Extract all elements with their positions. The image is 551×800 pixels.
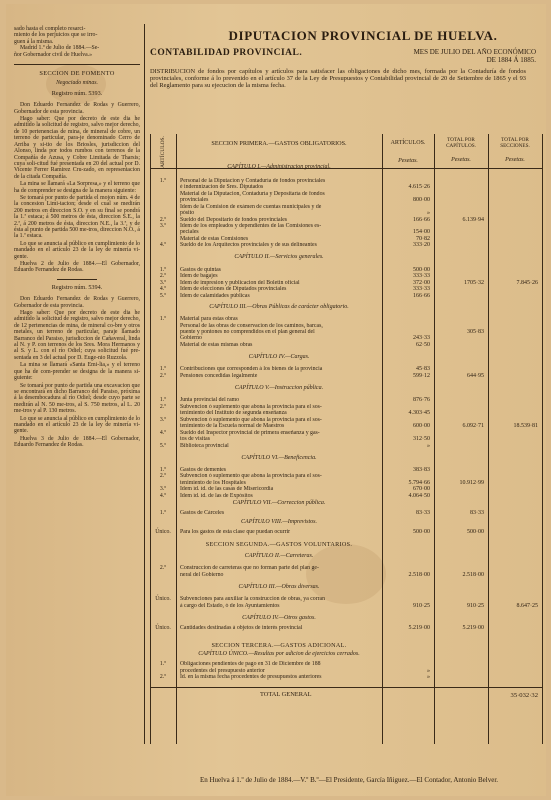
notice1-p3: La mina se llamará «La Sorpresa,» y el terreno que ha de comprender se designa de la manera siguiente: xyxy=(14,181,140,194)
amount-articulo: 166·66 xyxy=(413,293,430,299)
notice2-p5: Lo que se anuncia al público en cumplimiento de lo mandado en el artículo 23 de la ley de minería vi-gente. xyxy=(14,415,140,435)
table-row: Gobierno xyxy=(180,335,202,341)
notice2-p6: Huelva 3 de Julio de 1884.—El Gobernador, Eduardo Fernandez de Rodas. xyxy=(14,435,140,449)
intro-text: DISTRIBUCION de fondos por capítulos y artículos para satisfacer las obligaciones de dicho mes, formada por la Contaduría de fondos provinciales, conforme á lo prevenido en el artículo 37 de la Ley de Presupuestos y Contabilidad provincial de 20 de Setiembre de 1865 y el 93 del Reglamento para su ejecucion de la misma fecha. xyxy=(150,68,526,89)
table-row: Personal de las obras de conservacion de los caminos, barcas, xyxy=(180,323,323,329)
chapter-title: CAPÍTULO III.—Obras diversas. xyxy=(238,584,320,590)
article-number: 1.º xyxy=(159,661,167,667)
chapter-title: CAPÍTULO IV.—Cargas. xyxy=(248,354,310,360)
amount-articulo: 4.615·26 xyxy=(408,184,430,190)
article-number: 5.º xyxy=(159,293,167,299)
amount-articulo: » xyxy=(427,668,430,674)
table-row: Material de estas mismas obras xyxy=(180,342,253,348)
amount-seccion: 18.539·81 xyxy=(513,423,538,429)
table-row: Gastos de dementes xyxy=(180,467,227,473)
table-row: Subvencion ó suplemento que abona la provincia para el sos- xyxy=(180,473,322,479)
table-row: Idem de elecciones de Diputados provinciales xyxy=(180,286,287,292)
article-number: 2.º xyxy=(159,404,167,410)
amount-articulo: » xyxy=(427,443,430,449)
table-row: Construccion de carreteras que no forman parte del plan ge- xyxy=(180,565,319,571)
table-row: tenimiento de los Hospitales xyxy=(180,480,246,486)
section-title: SECCION SEGUNDA.—GASTOS VOLUNTARIOS. xyxy=(205,541,353,548)
amount-capitulo: 6.139·94 xyxy=(462,217,484,223)
notice1-p1: Don Eduardo Fernandez de Rodas y Guerrero, Gobernador de esta provincia. xyxy=(14,102,140,115)
amount-articulo: 62·50 xyxy=(416,342,430,348)
chapter-title: CAPÍTULO II.—Servicios generales. xyxy=(234,254,324,260)
article-number: 1.º xyxy=(159,397,167,403)
table-row: é indemnizacion de Sres. Diputados xyxy=(180,184,264,190)
top-text: sado hasta el completo resarci- miento de los perjuicios que se irro- guen á la misma. Madrid 1.º de Julio de 1884.—Se- ñor Gobernador civil de Huelva.» xyxy=(14,26,100,58)
col-articulos-vertical: ARTÍCULOS. xyxy=(160,136,166,168)
total-value: 35·032·32 xyxy=(510,692,538,699)
amount-articulo: 500·00 xyxy=(413,529,430,535)
table-row: Obligaciones pendientes de pago en 31 de Diciembre de 188 xyxy=(180,661,321,667)
registro-5393: Registro núm. 5393. xyxy=(51,89,103,97)
amount-articulo: 243·33 xyxy=(413,335,430,341)
article-number: 4.º xyxy=(159,493,167,499)
table-row: Junta provincial del ramo xyxy=(180,397,240,403)
table-row: provinciales xyxy=(180,197,209,203)
table-row: Subvencion ó suplemento que abona la provincia para el sos- xyxy=(180,417,322,423)
article-number: 2.º xyxy=(159,373,167,379)
amount-articulo: 70·82 xyxy=(416,236,430,242)
table-row: Id. en la misma fecha procedentes de presupuestos anteriores xyxy=(180,674,322,680)
table-row: Gastos de quintas xyxy=(180,267,221,273)
table-row: Sueldo del Inspector provincial de primera enseñanza y gas- xyxy=(180,430,320,436)
header xyxy=(150,28,536,89)
amount-articulo: » xyxy=(427,210,430,216)
article-number: 1.º xyxy=(159,510,167,516)
amount-articulo: 2.518·00 xyxy=(408,572,430,578)
table-row: puente y pontones no comprendidos en el plan general del xyxy=(180,329,315,335)
table-row: Idem de los empleados y dependientes de las Comisiones es- xyxy=(180,223,322,229)
table-row: Idem íd. íd. de las casas de Misericordia xyxy=(180,486,274,492)
amount-articulo: » xyxy=(427,674,430,680)
registro-5394: Registro núm. 5394. xyxy=(51,283,103,291)
amount-capitulo: 2.518·00 xyxy=(462,572,484,578)
amount-articulo: 83·33 xyxy=(416,510,430,516)
amount-capitulo: 83·33 xyxy=(470,510,484,516)
table-row: Idem íd. íd. de las de Expósitos xyxy=(180,493,253,499)
table-row: Material para estas obras xyxy=(180,316,238,322)
amount-articulo: 4.064·50 xyxy=(408,493,430,499)
divider xyxy=(14,64,140,65)
table-row: Cantidades destinadas á objetos de interés provincial xyxy=(180,625,303,631)
table-row: Contribuciones que corresponden á los bienes de la provincia xyxy=(180,366,323,372)
chapter-title: CAPÍTULO VIII.—Imprevistos. xyxy=(241,519,317,525)
table-row: pósito xyxy=(180,210,195,216)
left-column xyxy=(14,26,140,726)
page-title: DIPUTACION PROVINCIAL DE HUELVA. xyxy=(228,28,498,43)
chapter-title: CAPÍTULO VI.—Beneficencia. xyxy=(241,455,317,461)
notice1-p4: Se tomará por punto de partida el mojon núm. 4 de la concesion Limi-tacion; desde el cual se medirán 200 metros en direccion S.O. y en su final se pondrá la 1.ª estaca; á 500 metros de ésta, direccion S.E., la 2.ª, á 200 metros de ésta, direccion N.E., la 3.ª, y de ésta al punto de partida 500 me-tros, direccion N.O., á la 1.ª estaca. xyxy=(14,194,140,240)
article-number: 3.º xyxy=(159,417,167,423)
article-number: 1.º xyxy=(159,316,167,322)
article-number: 3.º xyxy=(159,486,167,492)
amount-articulo: 154·00 xyxy=(413,229,430,235)
notice1-p5: Lo que se anuncia al público en cumplimiento de lo mandado en el artículo 23 de la ley de minería vi-gente. xyxy=(14,240,140,260)
amount-capitulo: 6.092·71 xyxy=(462,423,484,429)
table-row: Idem de bagajes xyxy=(180,273,218,279)
article-number: 4.º xyxy=(159,242,167,248)
article-number: 1.º xyxy=(159,267,167,273)
amount-articulo: 599·12 xyxy=(413,373,430,379)
amount-capitulo: 10.912·99 xyxy=(459,480,484,486)
table-row: Idem de impresion y publicacion del Boletin oficial xyxy=(180,280,300,286)
amount-articulo: 333·33 xyxy=(413,273,430,279)
chapter-title: CAPÍTULO III.—Obras Públicas de carácter obligatorio. xyxy=(209,304,349,310)
newspaper-page xyxy=(6,4,546,796)
notice2-p2: Hago saber: Que por decreto de este dia he admitido la solicitud de registro, salvo mejor derecho, de 12 pertenencias de mina, de mineral co-bre y otros metales, un terreno de particular, paraje llamado Barranco del Paraiso, jurisdiccion de Cañaveral, linda al N. y P. con terrenos de los Sres. Mora Hermanos y al S. y L. con el río Odiel; cuya solicitud fué pre-sentada en 3 del actual por D. Euge-nio Ruzzola. xyxy=(14,310,140,361)
divider xyxy=(57,279,97,280)
amount-articulo: 800·00 xyxy=(413,197,430,203)
table-row: tenimiento del Instituto de segunda enseñanza xyxy=(180,410,287,416)
table-row: Personal de la Diputacion y Contaduría de fondos provinciales xyxy=(180,178,326,184)
amount-capitulo: 305·83 xyxy=(467,329,484,335)
article-number: 2.º xyxy=(159,674,167,680)
amount-articulo: 383·83 xyxy=(413,467,430,473)
total-rule xyxy=(150,687,542,688)
amount-articulo: 166·66 xyxy=(413,217,430,223)
table-row: peciales xyxy=(180,229,199,235)
table-row: Idem de la Comision de exámen de cuentas municipales y de xyxy=(180,204,322,210)
article-number: 5.º xyxy=(159,443,167,449)
amount-articulo: 333·33 xyxy=(413,286,430,292)
amount-articulo: 500·00 xyxy=(413,267,430,273)
mes-label: MES DE JULIO DEL AÑO ECONÓMICO DE 1884 Á 1885. xyxy=(413,48,536,64)
notice1-p2: Hago saber: Que por decreto de este dia he admitido la solicitud de registro, salvo mejor derecho, de 10 pertenencias de mina, de mineral de cobre, un terreno de particular, para-je denominado Cerro de Arriba y si-tio de los Briosles, jurisdiccion del Alonso, linda por todos rumbos con terrenos de la Compañía de Azusa, y Cobre Limitada de Tharsis; cuya soli-citud fué presentada en 20 del actual por D. Vicente Ferrer Ramirez Cru-zado, en representacion de la citada Compañía. xyxy=(14,116,140,180)
article-number: Único. xyxy=(155,529,171,535)
table-row: Biblioteca provincial xyxy=(180,443,229,449)
notice2-p3: La mina se llamará «Santa Emi-lia,» y el terreno que ha de com-prender se designa de la manera si-guiente: xyxy=(14,362,140,382)
chapter-title: CAPÍTULO VII.—Correccion pública. xyxy=(232,500,326,506)
table-row: Gastos de Cárceles xyxy=(180,510,225,516)
article-number: 1.º xyxy=(159,467,167,473)
article-number: 1.º xyxy=(159,366,167,372)
budget-table: ARTÍCULOS. SECCION PRIMERA.—GASTOS OBLIGATORIOS. ARTÍCULOS. Pesetas. TOTAL POR CAPÍTULOS. Pesetas. TOTAL POR SECCIONES. Pesetas. CAPÍTULO I.—Administracion provincial. CAPÍTULO II.—Servicios generales. CAPÍTULO III.—Obras Públicas de carácter obligatorio. CAPÍTULO IV.—Cargas. CAPÍTULO V.—Instruccion pública. CAPÍTULO VI.—Beneficencia. CAPÍTULO VII.—Correccion pública. CAPÍTULO VIII.—Imprevistos. CAPÍTULO II.—Carreteras. CAPÍTULO III.—Obras diversas. CAPÍTULO IV.—Otros gastos. CAPÍTULO ÚNICO.—Resultas por adicion de ejercicios cerrados. SECCION SEGUNDA.—GASTOS VOLUNTARIOS. SECCION TERCERA.—GASTOS ADICIONAL. 1.º Personal de la Diputacion y Contaduría de fondos provinciales é indemnizacion de Sres. Diputados 4.615·26 Material de la Diputacion, Contaduría y Depositaría de fondos provinciales 800·00 Idem de la Comision de exámen de cuentas municipales y de pósito » 2.º Sueldo del Depositario de fondos provinciales 166·66 6.139·94 3.º Idem de los empleados y dependientes de las Comisiones es- peciales 154·00 Material de estas Comisiones 70·82 4.º Sueldo de los Arquitectos provinciales y de sus delineantes 333·20 1.º Gastos de quintas 500·00 2.º Idem de bagajes 333·33 3.º Idem de impresion y publicacion del Boletin oficial 372·00 1705·32 7.845·26 4.º Idem de elecciones de Diputados provinciales 333·33 5.º Idem de calamidades públicas 166·66 1.º Material para estas obras Personal de las obras de conservacion de los caminos, barcas, puente y pontones no comprendidos en el plan general del 305·83 Gobierno 243·33 Material de estas mismas obras 62·50 1.º Contribuciones que corresponden á los bienes de la provincia 45·83 2.º Pensiones concedidas legalmente 599·12 644·95 1.º Junta provincial del ramo 876·76 2.º Subvencion ó suplemento que abona la provincia para el sos- tenimiento del Instituto de segunda enseñanza 4.303·45 3.º Subvencion ó suplemento que abona la provincia para el sos- tenimiento de la Escuela normal de Maestros 600·00 6.092·71 18.539·81 4.º Sueldo del Inspector provincial de primera enseñanza y gas- tos de visitas 312·50 5.º Biblioteca provincial » 1.º Gastos de dementes 383·83 2.º Subvencion ó suplemento que abona la provincia para el sos- tenimiento de los Hospitales 5.794·66 10.912·99 3.º Idem íd. íd. de las casas de Misericordia 670·00 4.º Idem íd. íd. de las de Expósitos 4.064·50 1.º Gastos de Cárceles 83·33 83·33 Único. Para los gastos de esta clase que puedan ocurrir 500·00 500·00 2.º Construccion de carreteras que no forman parte del plan ge- neral del Gobierno 2.518·00 2.518·00 Único. Subvenciones para auxiliar la construccion de obras, ya corran á cargo del Estado, ó de los Ayuntamientos 910·25 910·25 8.647·25 Único. Cantidades destinadas á objetos de interés provincial 5.219·00 5.219·00 1.º Obligaciones pendientes de pago en 31 de Diciembre de 188 procedentes del presupuesto anterior » 2.º Id. en la misma fecha procedentes de presupuestos anteriores » TOTAL GENERAL 35·032·32 xyxy=(150,134,542,764)
article-number: Único. xyxy=(155,625,171,631)
table-row: Pensiones concedidas legalmente xyxy=(180,373,258,379)
notice2-p1: Don Eduardo Fernandez de Rodas y Guerrero, Gobernador de esta provincia. xyxy=(14,296,140,309)
article-number: Único. xyxy=(155,596,171,602)
footer-signature: En Huelva á 1.º de Julio de 1884.—V.º B.º—El Presidente, García Iñiguez.—El Contador, Antonio Belver. xyxy=(199,776,499,784)
amount-capitulo: 910·25 xyxy=(467,603,484,609)
chapter-title: CAPÍTULO I.—Administracion provincial. xyxy=(227,164,331,170)
amount-articulo: 5.794·66 xyxy=(408,480,430,486)
amount-articulo: 670·00 xyxy=(413,486,430,492)
total-label: TOTAL GENERAL xyxy=(260,692,312,698)
article-number: 2.º xyxy=(159,473,167,479)
amount-capitulo: 1705·32 xyxy=(464,280,484,286)
notice1-p6: Huelva 2 de Julio de 1884.—El Gobernador, Eduardo Fernandez de Rodas. xyxy=(14,261,140,274)
amount-articulo: 4.303·45 xyxy=(408,410,430,416)
amount-capitulo: 5.219·00 xyxy=(462,625,484,631)
section-title: SECCION TERCERA.—GASTOS ADICIONAL. xyxy=(211,642,347,649)
amount-capitulo: 500·00 xyxy=(467,529,484,535)
table-row: á cargo del Estado, ó de los Ayuntamientos xyxy=(180,603,280,609)
notice2-p4: Se tomará por punto de partida una excavacion que se encontrará en dicho Barranco del Paraiso, próxima á la desembocadura al río Odiel; desde cuyo parte se medirán al N. 50 me-tros, al S. 750 metros, al L. 20 me-tros y al P. 130 metros. xyxy=(14,382,140,415)
article-number: 3.º xyxy=(159,223,167,229)
amount-articulo: 333·20 xyxy=(413,242,430,248)
table-row: tenimiento de la Escuela normal de Maestros xyxy=(180,423,285,429)
amount-articulo: 372·00 xyxy=(413,280,430,286)
table-row: Para los gastos de esta clase que puedan ocurrir xyxy=(180,529,291,535)
negociado: Negociado minas. xyxy=(56,80,98,87)
amount-articulo: 876·76 xyxy=(413,397,430,403)
section-primera: SECCION PRIMERA.—GASTOS OBLIGATORIOS. xyxy=(211,140,347,147)
article-number: 2.º xyxy=(159,273,167,279)
article-number: 2.º xyxy=(159,565,167,571)
chapter-title: CAPÍTULO V.—Instruccion pública. xyxy=(234,385,324,391)
table-row: Subvencion ó suplemento que abona la provincia para el sos- xyxy=(180,404,322,410)
amount-seccion: 8.647·25 xyxy=(516,603,538,609)
table-row: Material de estas Comisiones xyxy=(180,236,249,242)
table-row: Sueldo del Depositario de fondos provinciales xyxy=(180,217,288,223)
amount-seccion: 7.845·26 xyxy=(516,280,538,286)
table-row: procedentes del presupuesto anterior xyxy=(180,668,265,674)
article-number: 2.º xyxy=(159,217,167,223)
contabilidad-title: CONTABILIDAD PROVINCIAL. xyxy=(150,48,303,58)
section-title: SECCION DE FOMENTO xyxy=(39,70,115,78)
article-number: 3.º xyxy=(159,280,167,286)
table-row: Material de la Diputacion, Contaduría y Depositaría de fondos xyxy=(180,191,325,197)
column-rule xyxy=(144,24,145,744)
amount-capitulo: 644·95 xyxy=(467,373,484,379)
table-row: tos de visitas xyxy=(180,436,210,442)
chapter-title: CAPÍTULO IV.—Otros gastos. xyxy=(242,615,316,621)
article-number: 4.º xyxy=(159,286,167,292)
amount-articulo: 45·83 xyxy=(416,366,430,372)
chapter-title: CAPÍTULO ÚNICO.—Resultas por adicion de ejercicios cerrados. xyxy=(198,651,360,657)
table-row: Subvenciones para auxiliar la construccion de obras, ya corran xyxy=(180,596,326,602)
chapter-title: CAPÍTULO II.—Carreteras. xyxy=(244,553,314,559)
amount-articulo: 910·25 xyxy=(413,603,430,609)
table-row: Idem de calamidades públicas xyxy=(180,293,250,299)
table-row: neral del Gobierno xyxy=(180,572,224,578)
amount-articulo: 600·00 xyxy=(413,423,430,429)
article-number: 4.º xyxy=(159,430,167,436)
article-number: 1.º xyxy=(159,178,167,184)
amount-articulo: 312·50 xyxy=(413,436,430,442)
amount-articulo: 5.219·00 xyxy=(408,625,430,631)
table-row: Sueldo de los Arquitectos provinciales y de sus delineantes xyxy=(180,242,317,248)
